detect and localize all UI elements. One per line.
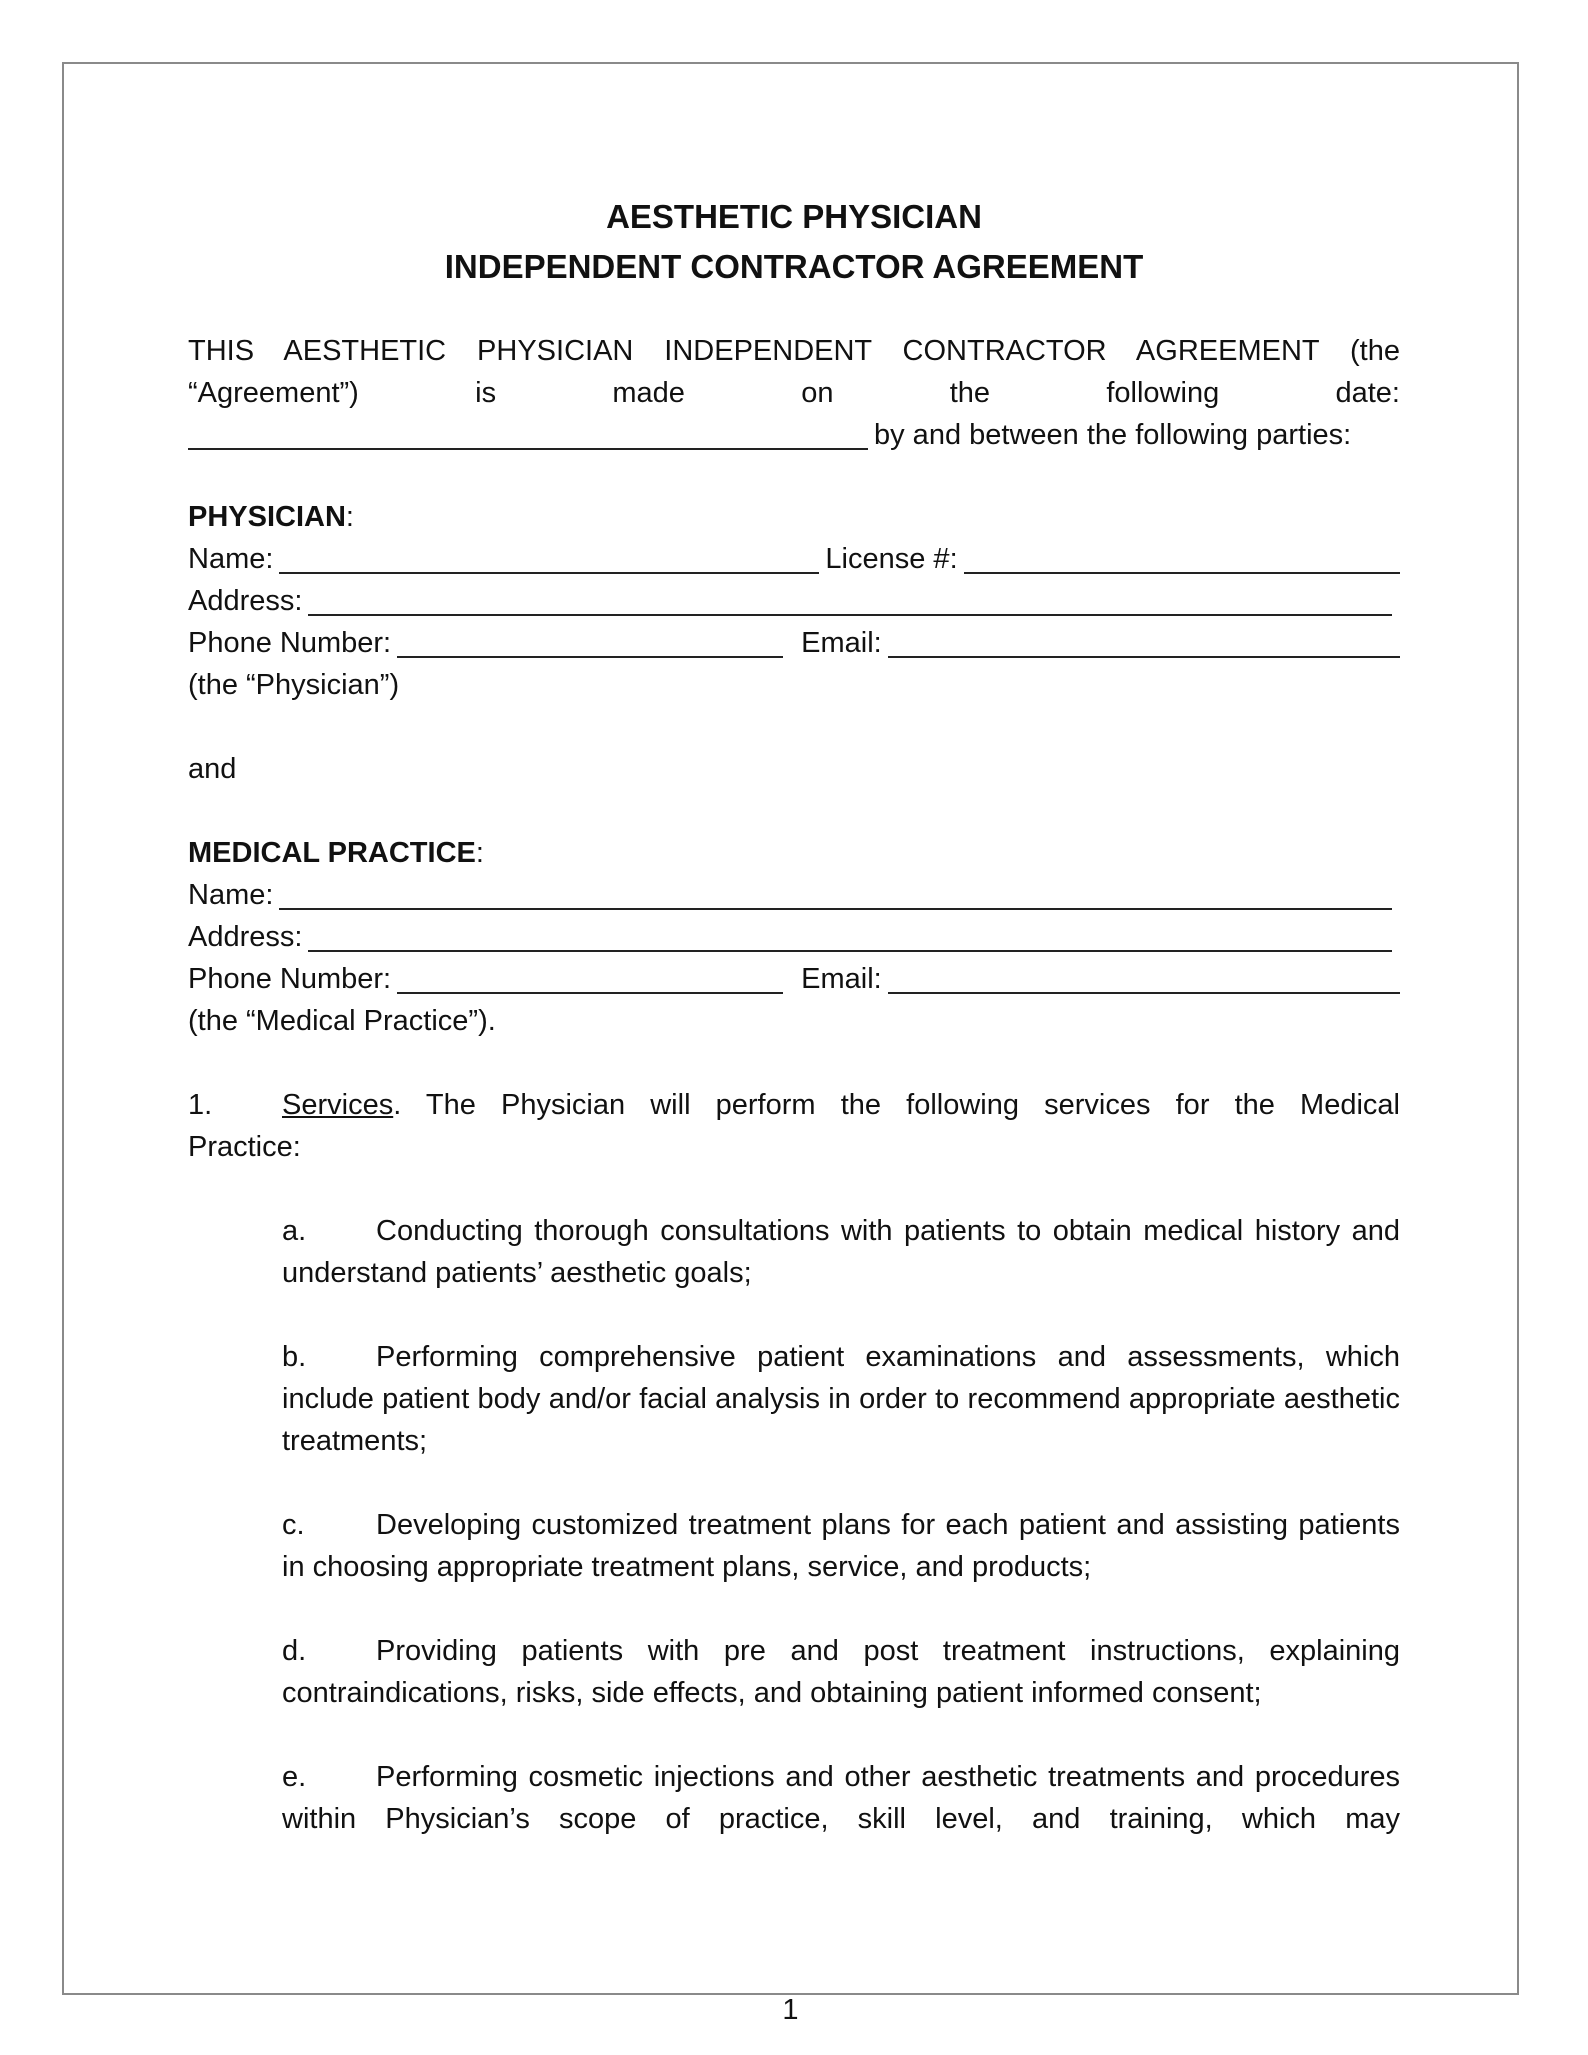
physician-name-blank[interactable] [279, 542, 819, 574]
section-1-title: Services [282, 1089, 394, 1121]
physician-phone-label: Phone Number: [188, 627, 392, 659]
list-item-e [188, 1756, 1400, 1840]
physician-address-blank[interactable] [308, 584, 1392, 616]
list-item-d-text: Providing patients with pre and post treatment instructions, explaining contraindications, risks, side effects, and obtaining patient informed consent; [282, 1635, 1400, 1709]
physician-name-row [188, 538, 1400, 580]
section-1-line-2: Practice: [188, 1131, 301, 1163]
practice-email-blank[interactable] [888, 962, 1400, 994]
section-1-number: 1. [188, 1089, 213, 1121]
document-content [188, 192, 1400, 1840]
list-item-d [188, 1630, 1400, 1714]
physician-phone-blank[interactable] [397, 626, 783, 658]
list-item-c-letter: c. [282, 1509, 305, 1541]
physician-email-label: Email: [801, 627, 882, 659]
practice-address-label: Address: [188, 921, 303, 953]
practice-heading-colon: : [475, 837, 484, 869]
practice-address-blank[interactable] [308, 920, 1392, 952]
section-1-line-1 [188, 1084, 1400, 1126]
practice-phone-label: Phone Number: [188, 963, 392, 995]
list-item-e-letter: e. [282, 1761, 307, 1793]
list-item-e-text: Performing cosmetic injections and other aesthetic treatments and procedures within Physician’s scope of practice, skill level, and training, which may [282, 1761, 1400, 1835]
physician-license-blank[interactable] [964, 542, 1400, 574]
list-item-c-text: Developing customized treatment plans for each patient and assisting patients in choosing appropriate treatment plans, service, and products; [282, 1509, 1400, 1583]
section-1-text-1: . The Physician will perform the following services for the Medical [393, 1089, 1400, 1121]
physician-address-label: Address: [188, 585, 303, 617]
practice-name-label: Name: [188, 879, 274, 911]
page-number: 1 [782, 1994, 799, 2026]
practice-heading-row [188, 832, 1400, 874]
intro-line-3 [188, 414, 1400, 456]
physician-email-blank[interactable] [888, 626, 1400, 658]
and-text: and [188, 753, 237, 785]
practice-phone-row [188, 958, 1400, 1000]
list-item-a-letter: a. [282, 1215, 307, 1247]
intro-line-3-text: by and between the following parties: [874, 419, 1352, 451]
document-title-line-2: INDEPENDENT CONTRACTOR AGREEMENT [444, 248, 1144, 285]
document-title-line-1: AESTHETIC PHYSICIAN [606, 198, 982, 235]
physician-phone-row [188, 622, 1400, 664]
physician-defined-as: (the “Physician”) [188, 669, 400, 701]
physician-heading-colon: : [345, 501, 354, 533]
list-item-b-text: Performing comprehensive patient examinations and assessments, which include patient body and/or facial analysis in order to recommend appropriate aesthetic treatments; [282, 1341, 1400, 1457]
list-item-b-letter: b. [282, 1341, 307, 1373]
physician-name-label: Name: [188, 543, 274, 575]
list-item-c [188, 1504, 1400, 1588]
intro-line-2: “Agreement”) is made on the following date: [188, 377, 1400, 409]
practice-address-row [188, 916, 1400, 958]
list-item-b [188, 1336, 1400, 1462]
practice-phone-blank[interactable] [397, 962, 783, 994]
practice-heading: MEDICAL PRACTICE [188, 837, 476, 869]
physician-license-label: License #: [825, 543, 958, 575]
physician-heading: PHYSICIAN [188, 501, 346, 533]
practice-name-row [188, 874, 1400, 916]
agreement-date-blank[interactable] [188, 418, 868, 450]
practice-email-label: Email: [801, 963, 882, 995]
list-item-a [188, 1210, 1400, 1294]
list-item-d-letter: d. [282, 1635, 307, 1667]
physician-heading-row [188, 496, 1400, 538]
list-item-a-text: Conducting thorough consultations with patients to obtain medical history and understand patients’ aesthetic goals; [282, 1215, 1400, 1289]
practice-defined-as: (the “Medical Practice”). [188, 1005, 496, 1037]
intro-line-1: THIS AESTHETIC PHYSICIAN INDEPENDENT CONTRACTOR AGREEMENT (the [188, 335, 1400, 367]
practice-name-blank[interactable] [279, 878, 1392, 910]
physician-address-row [188, 580, 1400, 622]
document-page [62, 62, 1519, 2026]
